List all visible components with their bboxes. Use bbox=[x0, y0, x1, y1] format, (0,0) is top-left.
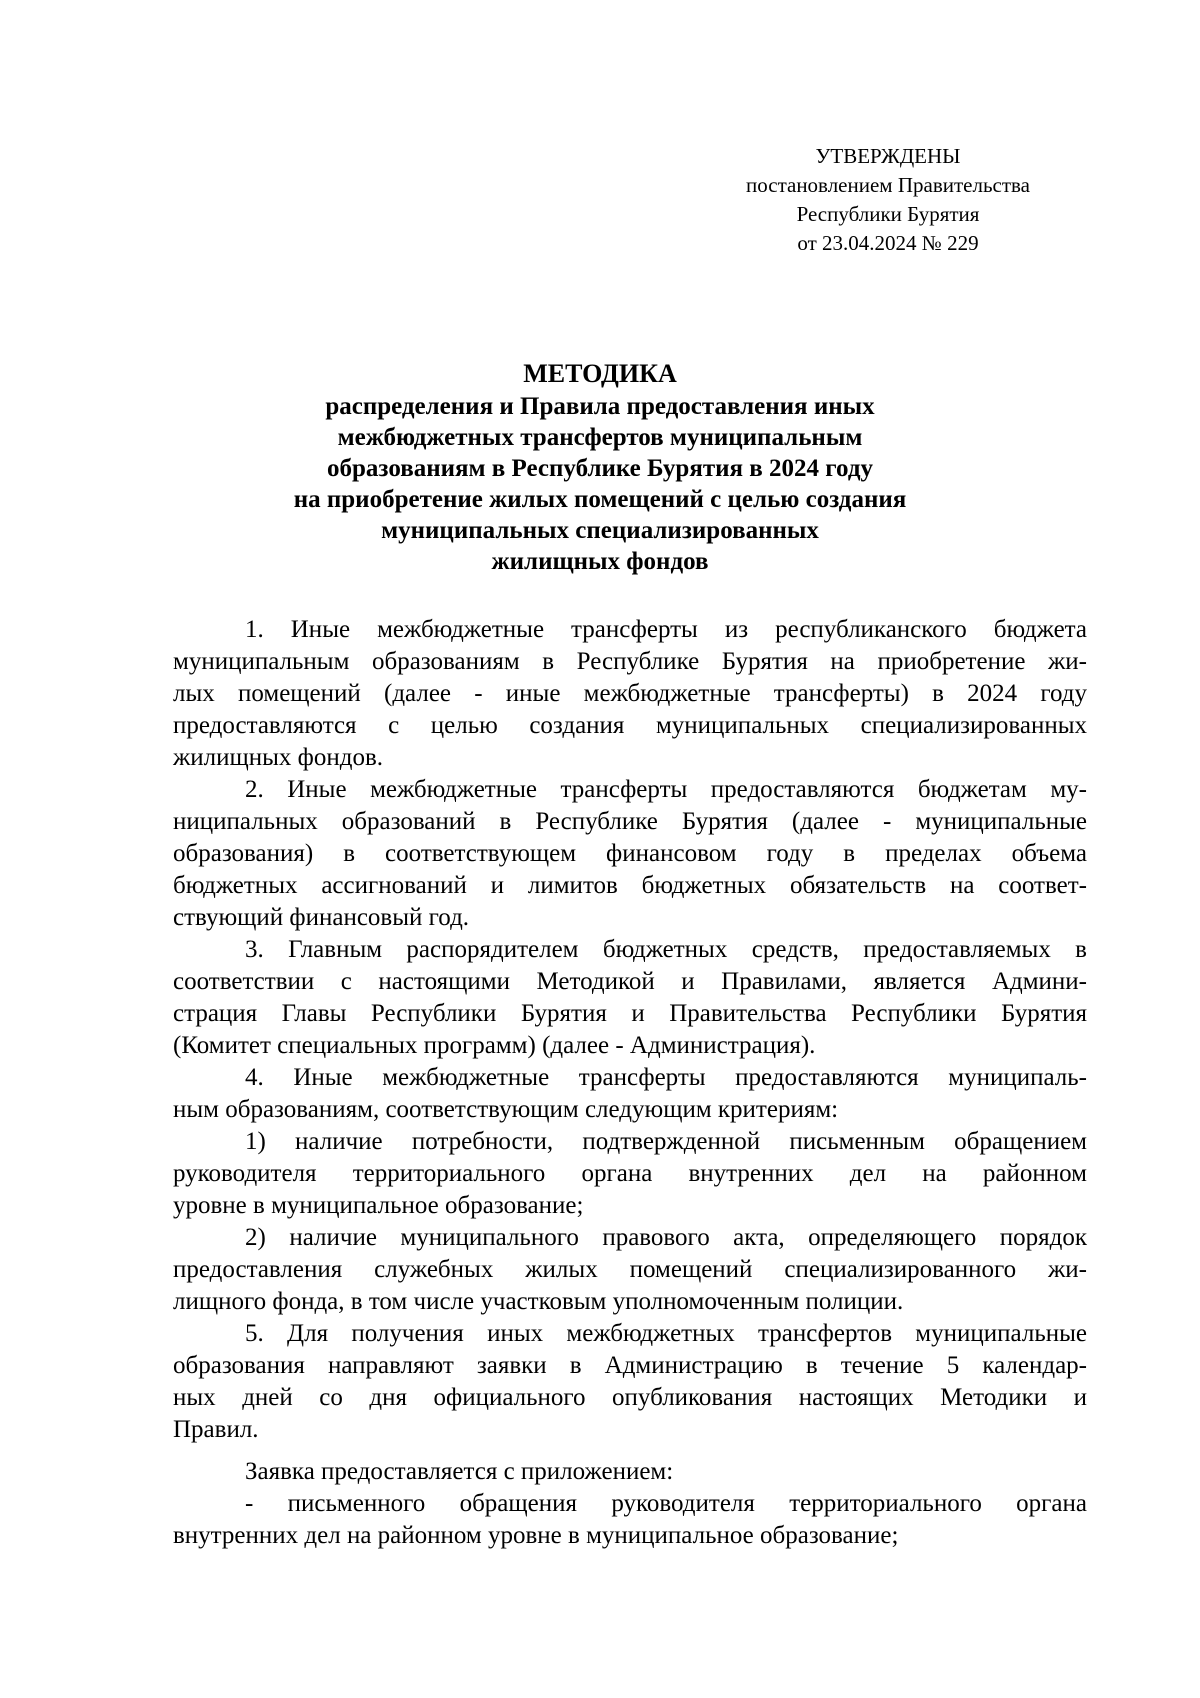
text-line: соответствии с настоящими Методикой и Правилами, является Админи- bbox=[173, 968, 1087, 995]
text-line: ниципальных образований в Республике Бурятия (далее - муниципальные bbox=[173, 808, 1087, 835]
paragraph-7 bbox=[173, 1488, 1087, 1552]
title-line: жилищных фондов bbox=[491, 548, 709, 575]
paragraph-2 bbox=[173, 774, 1087, 934]
title-main: МЕТОДИКА bbox=[523, 359, 677, 388]
approval-stamp bbox=[718, 142, 1058, 258]
title-line: распределения и Правила предоставления иных bbox=[325, 393, 875, 420]
text-line: 2) наличие муниципального правового акта, определяющего порядок bbox=[245, 1224, 1087, 1251]
paragraph-4-item-1 bbox=[173, 1126, 1087, 1222]
approval-line: постановлением Правительства bbox=[745, 173, 1030, 197]
paragraph-4 bbox=[173, 1062, 1087, 1126]
text-line: жилищных фондов. bbox=[173, 744, 384, 771]
text-line: Правил. bbox=[173, 1416, 259, 1443]
text-line: (Комитет специальных программ) (далее - Администрация). bbox=[173, 1032, 816, 1059]
paragraph-1 bbox=[173, 614, 1087, 774]
title-line: муниципальных специализированных bbox=[381, 517, 819, 544]
approval-heading: УТВЕРЖДЕНЫ bbox=[815, 144, 961, 168]
text-line: лищного фонда, в том числе участковым уполномоченным полиции. bbox=[173, 1288, 904, 1315]
text-line: 3. Главным распорядителем бюджетных средств, предоставляемых в bbox=[245, 936, 1087, 963]
title-line: на приобретение жилых помещений с целью создания bbox=[293, 486, 907, 513]
text-line: лых помещений (далее - иные межбюджетные трансферты) в 2024 году bbox=[173, 680, 1087, 707]
text-line: муниципальным образованиям в Республике Бурятия на приобретение жи- bbox=[173, 648, 1087, 675]
paragraph-5 bbox=[173, 1318, 1087, 1446]
text-line: - письменного обращения руководителя территориального органа bbox=[245, 1490, 1087, 1517]
text-line: предоставляются с целью создания муниципальных специализированных bbox=[173, 712, 1087, 739]
text-line: ствующий финансовый год. bbox=[173, 904, 470, 931]
text-line: ных дней со дня официального опубликования настоящих Методики и bbox=[173, 1384, 1087, 1411]
text-line: образования) в соответствующем финансовом году в пределах объема bbox=[173, 840, 1087, 867]
text-line: 2. Иные межбюджетные трансферты предоставляются бюджетам му- bbox=[245, 776, 1087, 803]
text-line: 5. Для получения иных межбюджетных трансфертов муниципальные bbox=[245, 1320, 1087, 1347]
document-title bbox=[170, 358, 1030, 577]
paragraph-spacer bbox=[173, 1446, 1087, 1456]
text-line: 1. Иные межбюджетные трансферты из республиканского бюджета bbox=[245, 616, 1087, 643]
approval-line: Республики Бурятия bbox=[796, 202, 980, 226]
text-line: 4. Иные межбюджетные трансферты предоставляются муниципаль- bbox=[245, 1064, 1087, 1091]
paragraph-4-item-2 bbox=[173, 1222, 1087, 1318]
text-line: страция Главы Республики Бурятия и Правительства Республики Бурятия bbox=[173, 1000, 1087, 1027]
approval-date-number: от 23.04.2024 № 229 bbox=[797, 231, 979, 255]
text-line: ным образованиям, соответствующим следующим критериям: bbox=[173, 1096, 839, 1123]
paragraph-6 bbox=[173, 1456, 1087, 1488]
paragraph-3 bbox=[173, 934, 1087, 1062]
text-line: Заявка предоставляется с приложением: bbox=[245, 1458, 674, 1485]
title-line: образованиям в Республике Бурятия в 2024 году bbox=[327, 455, 873, 482]
document-body bbox=[173, 614, 1087, 1552]
title-line: межбюджетных трансфертов муниципальным bbox=[337, 424, 863, 451]
text-line: 1) наличие потребности, подтвержденной письменным обращением bbox=[245, 1128, 1087, 1155]
text-line: образования направляют заявки в Администрацию в течение 5 календар- bbox=[173, 1352, 1087, 1379]
text-line: предоставления служебных жилых помещений специализированного жи- bbox=[173, 1256, 1087, 1283]
text-line: бюджетных ассигнований и лимитов бюджетных обязательств на соответ- bbox=[173, 872, 1087, 899]
text-line: внутренних дел на районном уровне в муниципальное образование; bbox=[173, 1522, 899, 1549]
text-line: руководителя территориального органа внутренних дел на районном bbox=[173, 1160, 1087, 1187]
text-line: уровне в муниципальное образование; bbox=[173, 1192, 584, 1219]
